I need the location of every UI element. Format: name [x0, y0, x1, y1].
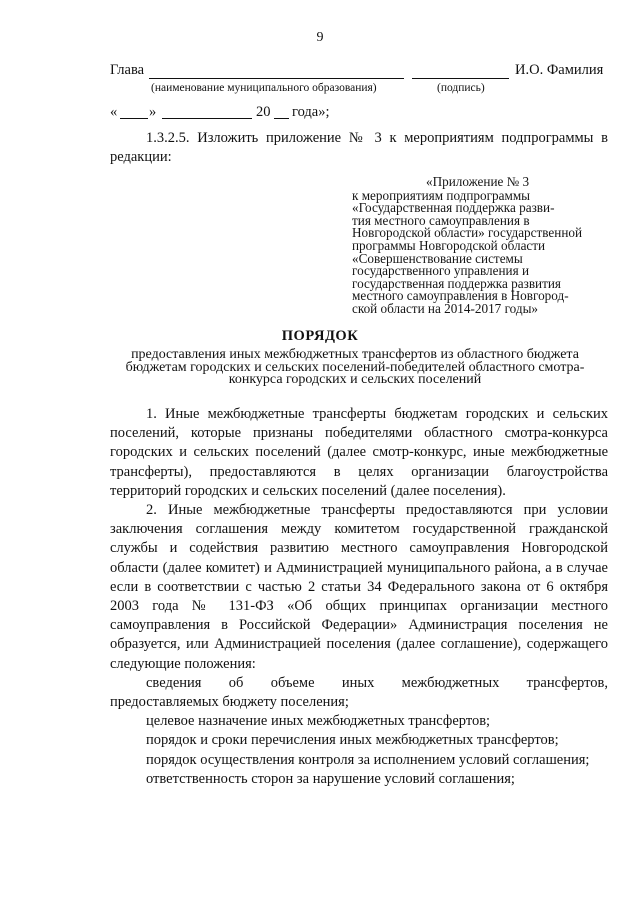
list-word: сведения — [146, 674, 202, 691]
caption-organization: (наименование муниципального образования) — [151, 82, 377, 94]
appendix-line: программы Новгородской области — [352, 237, 546, 253]
intro-paragraph: 1.3.2.5. Изложить приложение № 3 к мероприятиям подпрограммы в редакции: — [110, 130, 608, 166]
appendix-line: государственная поддержка развития — [352, 275, 561, 291]
signature-org-line — [149, 78, 404, 79]
list-word: трансфертов, — [526, 674, 608, 691]
document-heading: ПОРЯДОК — [281, 328, 359, 344]
list-word: межбюджетных — [401, 674, 500, 691]
signature-name: И.О. Фамилия — [515, 62, 604, 78]
list-item-first — [110, 674, 608, 693]
date-close-quote: » — [149, 104, 157, 120]
page-number: 9 — [316, 30, 324, 45]
appendix-line: «Государственная поддержка разви- — [352, 200, 555, 216]
appendix-block — [352, 176, 612, 316]
list-word: иных — [341, 674, 375, 691]
appendix-line: местного самоуправления в Новгород- — [352, 288, 569, 304]
date-year-line — [274, 118, 289, 119]
appendix-line: «Совершенствование системы — [352, 250, 523, 266]
paragraph-1: 1. Иные межбюджетные трансферты бюджетам городских и сельских поселений, которые признаны победителями областного смотра-конкурса городских и сельских поселений (далее смотр-конкурс, иные межбюджетные трансферты), предоставляются в целях организации благоустройства территорий городских и сельских поселений (далее поселения). — [110, 406, 608, 499]
list-word: объеме — [270, 674, 315, 691]
date-year-prefix: 20 — [256, 104, 271, 120]
date-day-line — [120, 118, 148, 119]
date-open-quote: « — [110, 104, 118, 120]
list-item: порядок и сроки перечисления иных межбюджетных трансфертов; — [146, 732, 559, 749]
signature-label: Глава — [110, 62, 145, 78]
paragraph-2: 2. Иные межбюджетные трансферты предоставляются при условии заключения соглашения между комитетом государственной гражданской службы и содействия развитию местного самоуправления Новгородской области (далее комитет) и Администрацией муниципального района, а в случае если в соответствии с частью 2 статьи 34 Федерального закона от 6 октября 2003 года № 131-ФЗ «Об общих принципах организации местного самоуправления в Российской Федерации» Администрация поселения не образуется, или Администрацией поселения (далее соглашение), содержащего следующие положения: — [110, 502, 608, 672]
appendix-line: «Приложение № 3 — [426, 174, 530, 189]
date-month-line — [162, 118, 252, 119]
appendix-line: ской области на 2014-2017 годы» — [352, 300, 539, 316]
appendix-line: тия местного самоуправления в — [352, 212, 530, 228]
body-text — [110, 405, 608, 789]
list-item: ответственность сторон за нарушение условий соглашения; — [146, 770, 515, 787]
appendix-line: государственного управления и — [352, 263, 530, 279]
list-item: целевое назначение иных межбюджетных трансфертов; — [146, 713, 491, 730]
caption-signature: (подпись) — [437, 82, 485, 94]
list-item: порядок осуществления контроля за исполнением условий соглашения; — [146, 751, 590, 768]
document-subheading: предоставления иных межбюджетных трансфертов из областного бюджета бюджетам городских и сельских поселений-победителей областного смотра-конкурса городских и сельских поселений — [125, 347, 585, 387]
date-year-suffix: года»; — [292, 104, 330, 120]
appendix-line: Новгородской области» государственной — [352, 225, 583, 241]
list-item-first-continuation: предоставляемых бюджету поселения; — [110, 694, 349, 711]
signature-sign-line — [412, 78, 509, 79]
list-word: об — [228, 674, 244, 691]
appendix-line: к мероприятиям подпрограммы — [352, 187, 531, 203]
